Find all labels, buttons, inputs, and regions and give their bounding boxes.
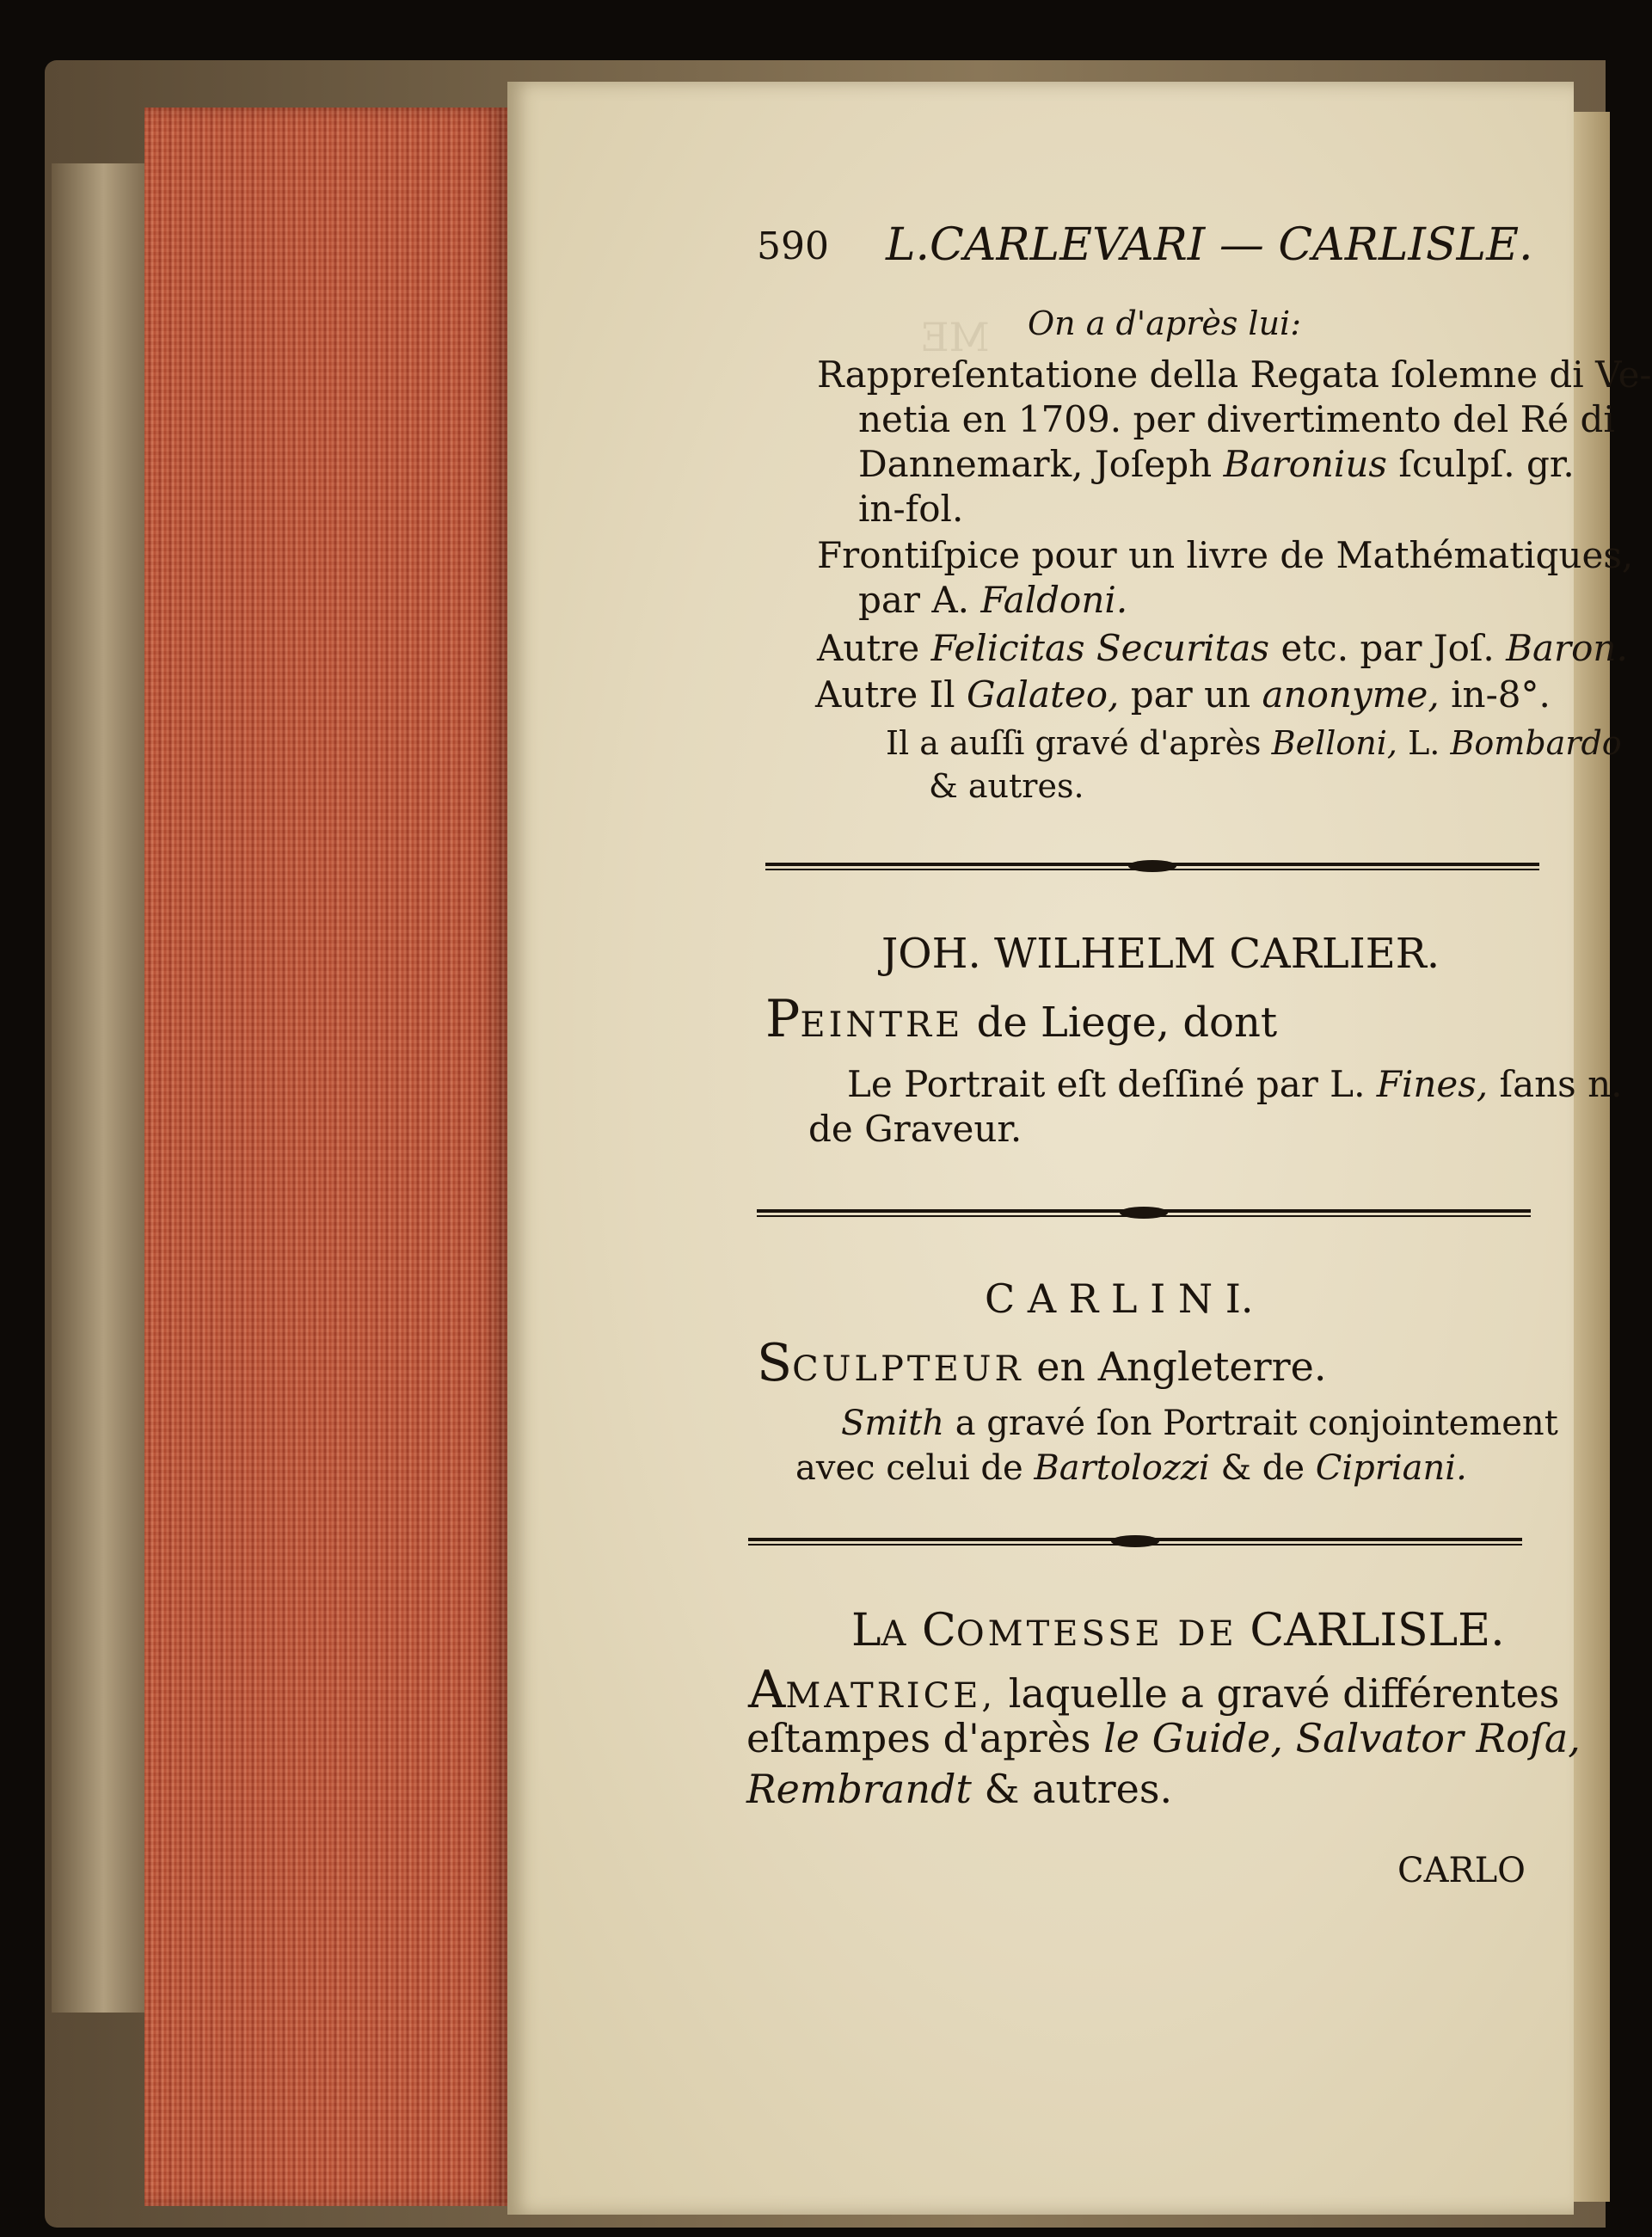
carlevari-line-3b: Baronius xyxy=(1223,443,1387,485)
catchword: CARLO xyxy=(1397,1851,1526,1890)
show-through-text: ME xyxy=(920,314,990,360)
carlisle-text-2a: eſtampes d'après xyxy=(746,1715,1091,1761)
carlini-heading: C A R L I N I. xyxy=(985,1275,1254,1322)
carlevari-line-6a: par A. xyxy=(858,579,970,621)
carlevari-line-7d: Baron. xyxy=(1506,627,1628,669)
carlier-heading: JOH. WILHELM CARLIER. xyxy=(881,930,1440,978)
page-number: 590 xyxy=(757,224,829,268)
carlevari-line-9b: Belloni, xyxy=(1271,724,1397,762)
carlier-role: PEINTRE de Liege, dont xyxy=(765,989,1278,1049)
carlevari-line-4: in-fol. xyxy=(858,488,964,530)
book-spine-band xyxy=(52,163,146,2013)
carlevari-line-10: & autres. xyxy=(929,767,1084,805)
carlevari-line-9d: Bombardo xyxy=(1450,724,1622,762)
carlevari-line-9a: Il a auſſi gravé d'après xyxy=(886,724,1262,762)
carlisle-text-3a: Rembrandt xyxy=(746,1766,972,1812)
carlier-text-1a: Le Portrait eſt deſſiné par L. xyxy=(847,1063,1366,1105)
carlevari-line-8e: in-8°. xyxy=(1451,673,1551,716)
carlevari-line-2: netia en 1709. per divertimento del Ré di xyxy=(858,398,1615,440)
carlevari-line-8d: anonyme, xyxy=(1262,673,1440,716)
carlevari-line-5: Frontiſpice pour un livre de Mathématiques, xyxy=(817,534,1634,576)
carlisle-text-2b: le Guide, xyxy=(1103,1715,1284,1761)
carlier-text-2: de Graveur. xyxy=(808,1108,1023,1150)
carlevari-line-7b: Felicitas Securitas xyxy=(930,627,1270,669)
carlevari-line-3c: ſculpſ. gr. xyxy=(1398,443,1575,485)
carlevari-line-9c: L. xyxy=(1408,724,1440,762)
carlevari-line-7a: Autre xyxy=(817,627,920,669)
ornamental-rule xyxy=(765,860,1539,874)
carlisle-text-2c: Salvator Roſa, xyxy=(1295,1715,1581,1761)
carlisle-text-3b: & autres. xyxy=(984,1766,1173,1812)
book-page xyxy=(507,82,1652,2215)
ornamental-rule xyxy=(757,1207,1531,1220)
carlevari-line-8c: par un xyxy=(1130,673,1251,716)
ornamental-rule xyxy=(748,1535,1522,1549)
carlevari-intro: On a d'après lui: xyxy=(1028,304,1302,342)
carlevari-line-1: Rappreſentatione della Regata ſolemne di Ve- xyxy=(817,353,1652,396)
running-title: L.CARLEVARI — CARLISLE. xyxy=(886,219,1533,271)
carlier-text-1b: Fines, xyxy=(1376,1063,1489,1105)
carlisle-role: AMATRICE, laquelle a gravé différentes xyxy=(748,1660,1560,1720)
carlisle-heading: LA COMTESSE DE CARLISLE. xyxy=(851,1605,1505,1656)
carlini-text-1a: Smith xyxy=(841,1404,944,1443)
carlini-text-2d: Cipriani. xyxy=(1315,1448,1467,1488)
carlevari-line-8b: Galateo, xyxy=(966,673,1120,716)
carlini-text-2c: & de xyxy=(1220,1448,1305,1488)
carlier-text-1c: ſans n. xyxy=(1499,1063,1623,1105)
carlini-text-2a: avec celui de xyxy=(795,1448,1023,1488)
carlini-text-1b: a gravé ſon Portrait conjointement xyxy=(955,1404,1558,1443)
carlini-role: SCULPTEUR en Angleterre. xyxy=(757,1333,1327,1393)
carlevari-line-6b: Faldoni. xyxy=(980,579,1128,621)
carlevari-line-8a: Autre Il xyxy=(815,673,955,716)
carlevari-line-7c: etc. par Joſ. xyxy=(1280,627,1495,669)
carlevari-line-3a: Dannemark, Joſeph xyxy=(858,443,1213,485)
carlini-text-2b: Bartolozzi xyxy=(1034,1448,1210,1488)
page-edges xyxy=(144,108,510,2206)
